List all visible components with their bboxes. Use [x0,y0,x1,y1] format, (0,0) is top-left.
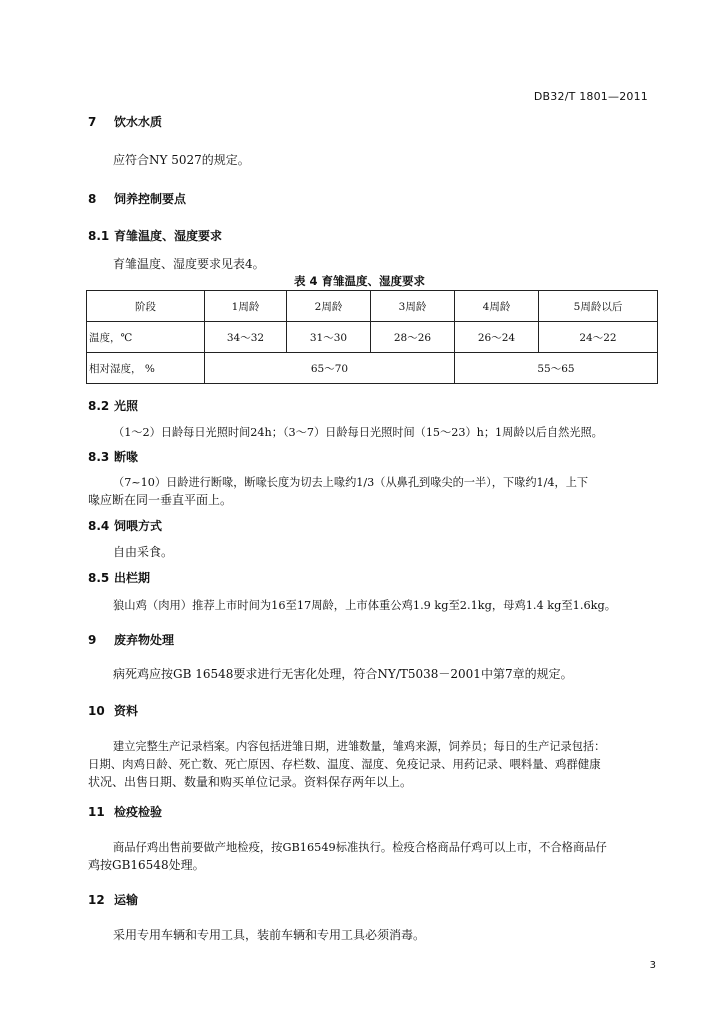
section-9-body: 病死鸡应按GB 16548要求进行无害化处理，符合NY/T5038－2001中第7章的规定。 [113,667,573,681]
section-title: 光照 [114,399,139,413]
section-number: 8 [88,192,97,206]
section-8-3-body-line: 喙应断在同一垂直平面上。 [88,493,233,507]
table-cell: 温度，℃ [87,322,205,353]
document-id: DB32/T 1801—2011 [533,90,648,103]
section-number: 7 [88,115,97,129]
section-title: 出栏期 [114,571,151,585]
section-title: 饲养控制要点 [114,192,187,206]
section-number: 12 [88,893,105,907]
section-title: 育雏温度、湿度要求 [114,229,223,243]
section-11-body-line: 商品仔鸡出售前要做产地检疫，按GB16549标准执行。检疫合格商品仔鸡可以上市，不合格商品仔 [113,841,607,854]
page-number: 3 [649,960,656,971]
section-number: 8.1 [88,229,110,243]
section-10-heading [88,702,138,719]
table-4 [86,290,658,384]
table-cell: 34～32 [205,322,287,353]
section-number: 8.2 [88,399,110,413]
section-8-2-body: （1～2）日龄每日光照时间24h；（3～7）日龄每日光照时间（15～23）h；1周龄以后自然光照。 [113,426,603,439]
table-header-cell: 4周龄 [455,291,539,322]
table-header-cell: 5周龄以后 [539,291,658,322]
table-header-cell: 3周龄 [371,291,455,322]
section-7-heading [88,113,162,130]
section-10-body-line: 建立完整生产记录档案。内容包括进雏日期，进雏数量，雏鸡来源，饲养员；每日的生产记录包括： [113,740,606,753]
section-title: 断喙 [114,450,139,464]
section-number: 9 [88,633,97,647]
section-7-body: 应符合NY 5027的规定。 [113,153,250,167]
section-number: 10 [88,704,105,718]
section-number: 8.3 [88,450,110,464]
section-8-1-heading [88,227,222,244]
section-8-4-body: 自由采食。 [113,545,174,559]
section-title: 废弃物处理 [114,633,175,647]
section-8-5-heading [88,569,150,586]
section-number: 11 [88,805,105,819]
table-header-cell: 2周龄 [287,291,371,322]
section-title: 检疫检验 [114,805,163,819]
section-10-body-line: 状况、出售日期、数量和购买单位记录。资料保存两年以上。 [88,775,413,789]
section-title: 运输 [114,893,139,907]
table-header-cell: 阶段 [87,291,205,322]
table-header-row [87,291,658,322]
section-8-4-heading [88,517,162,534]
table-cell: 相对湿度， % [87,353,205,384]
table-cell: 26～24 [455,322,539,353]
table-header-cell: 1周龄 [205,291,287,322]
section-title: 饲喂方式 [114,519,163,533]
section-12-body: 采用专用车辆和专用工具，装前车辆和专用工具必须消毒。 [113,928,426,942]
section-title: 资料 [114,704,139,718]
table-cell: 65～70 [205,353,455,384]
section-9-heading [88,631,174,648]
section-10-body-line: 日期、肉鸡日龄、死亡数、死亡原因、存栏数、温度、湿度、免疫记录、用药记录、喂料量、鸡群健康 [88,757,601,771]
table-row [87,322,658,353]
section-12-heading [88,891,138,908]
table-cell: 31～30 [287,322,371,353]
section-number: 8.4 [88,519,110,533]
table-cell: 55～65 [455,353,658,384]
section-11-heading [88,803,162,820]
table-cell: 24～22 [539,322,658,353]
table-row [87,353,658,384]
section-8-1-body: 育雏温度、湿度要求见表4。 [113,257,265,271]
section-8-2-heading [88,397,138,414]
table-4-caption: 表 4 育雏温度、湿度要求 [294,274,426,288]
section-number: 8.5 [88,571,110,585]
section-11-body-line: 鸡按GB16548处理。 [88,858,205,872]
section-8-heading [88,190,186,207]
table-cell: 28～26 [371,322,455,353]
section-title: 饮水水质 [114,115,163,129]
section-8-3-body-line: （7~10）日龄进行断喙，断喙长度为切去上喙约1/3（从鼻孔到喙尖的一半），下喙约1/4，上下 [113,476,589,489]
section-8-5-body: 狼山鸡（肉用）推荐上市时间为16至17周龄，上市体重公鸡1.9 kg至2.1kg，母鸡1.4 kg至1.6kg。 [113,599,617,612]
section-8-3-heading [88,448,138,465]
